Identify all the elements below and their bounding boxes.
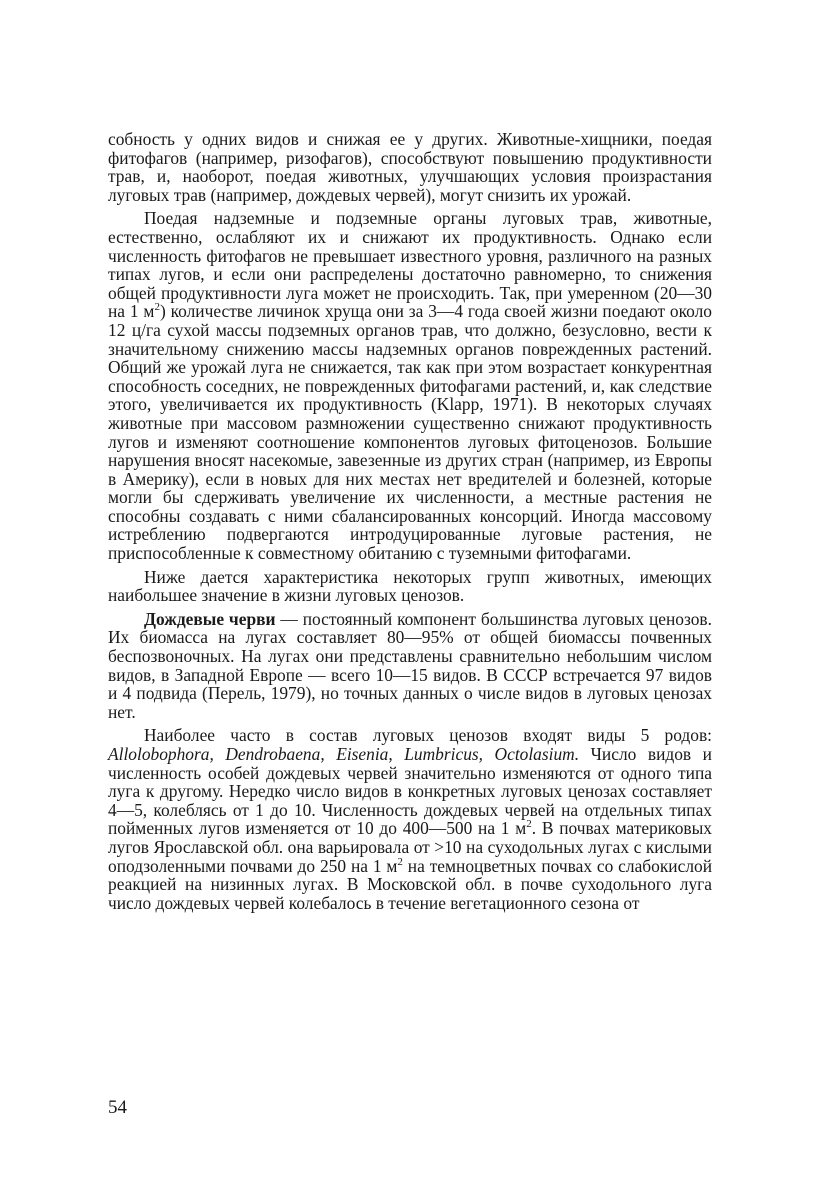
paragraph-2	[108, 209, 712, 562]
genera-list: Allolobophora, Dendrobaena, Eisenia, Lumbricus, Octolasium.	[108, 744, 580, 764]
paragraph-5-text-d: на темноцветных почвах со слабокислой реакцией на низинных лугах. В Московской обл. в почве суходольного луга число дождевых червей колебалось в течение вегетационного сезона от	[108, 855, 712, 913]
paragraph-4	[108, 610, 712, 722]
paragraph-5-text-a: Наиболее часто в состав луговых ценозов входят виды 5 родов:	[144, 725, 712, 746]
paragraph-5	[108, 726, 712, 912]
superscript-square: 2	[397, 855, 403, 868]
earthworms-heading: Дождевые черви	[144, 608, 276, 629]
paragraph-1	[108, 130, 712, 204]
superscript-square: 2	[526, 818, 532, 831]
paragraph-1-text: собность у одних видов и снижая ее у других. Животные-хищники, поедая фитофагов (например, ризофагов), способствуют повышению продуктивности трав, и, наоборот, поедая животных, улучшающих условия произрастания луговых трав (например, дождевых червей), могут снизить их урожай.	[108, 129, 712, 205]
paragraph-3-text: Ниже дается характеристика некоторых групп животных, имеющих наибольшее значение в жизни луговых ценозов.	[108, 566, 712, 606]
paragraph-3	[108, 568, 712, 605]
page-body	[108, 130, 712, 917]
paragraph-2-text-a: Поедая надземные и подземные органы луговых трав, животные, естественно, ослабляют их и снижают их продуктивность. Однако если численность фитофагов не превышает известного уровня, различного на разных типах лугов, и если они распределены достаточно равномерно, то снижения общей продуктивности луга может не происходить. Так, при умеренном (20—30 на 1 м	[108, 208, 712, 322]
superscript-square: 2	[154, 301, 160, 314]
paragraph-5-text-c: . В почвах материковых лугов Ярославской обл. она варьировала от >10 на суходольных лугах с кислыми оподзоленными почвами до 250 на 1 м	[108, 818, 712, 876]
paragraph-5-text-b: Число видов и численность особей дождевых червей значительно изменяются от одного типа луга к другому. Нередко число видов в конкретных луговых ценозах составляет 4—5, колеблясь от 1 до 10. Численность дождевых червей на отдельных типах пойменных лугов изменяется от 10 до 400—500 на 1 м	[108, 744, 712, 839]
paragraph-2-text-b: ) количестве личинок хруща они за 3—4 года своей жизни поедают около 12 ц/га сухой массы подземных органов трав, что должно, безусловно, вести к значительному снижению массы надземных органов поврежденных растений. Общий же урожай луга не снижается, так как при этом возрастает конкурентная способность соседних, не поврежденных фитофагами растений, и, как следствие этого, увеличивается их продуктивность (Klapp, 1971). В некоторых случаях животные при массовом размножении существенно снижают продуктивность лугов и изменяют соотношение компонентов луговых фитоценозов. Большие нарушения вносят насекомые, завезенные из других стран (например, из Европы в Америку), если в новых для них местах нет вредителей и болезней, которые могли бы сдерживать увеличение их численности, а местные растения не способны создавать с ними сбалансированных консорций. Иногда массовому истреблению подвергаются интродуцированные луговые растения, не приспособленные к совместному обитанию с туземными фитофагами.	[108, 301, 713, 564]
page-number: 54	[108, 1097, 127, 1118]
paragraph-4-text: — постоянный компонент большинства луговых ценозов. Их биомасса на лугах составляет 80—95% от общей биомассы почвенных беспозвоночных. На лугах они представлены сравнительно небольшим числом видов, в Западной Европе — всего 10—15 видов. В СССР встречается 97 видов и 4 подвида (Перель, 1979), но точных данных о числе видов в луговых ценозах нет.	[108, 608, 712, 722]
